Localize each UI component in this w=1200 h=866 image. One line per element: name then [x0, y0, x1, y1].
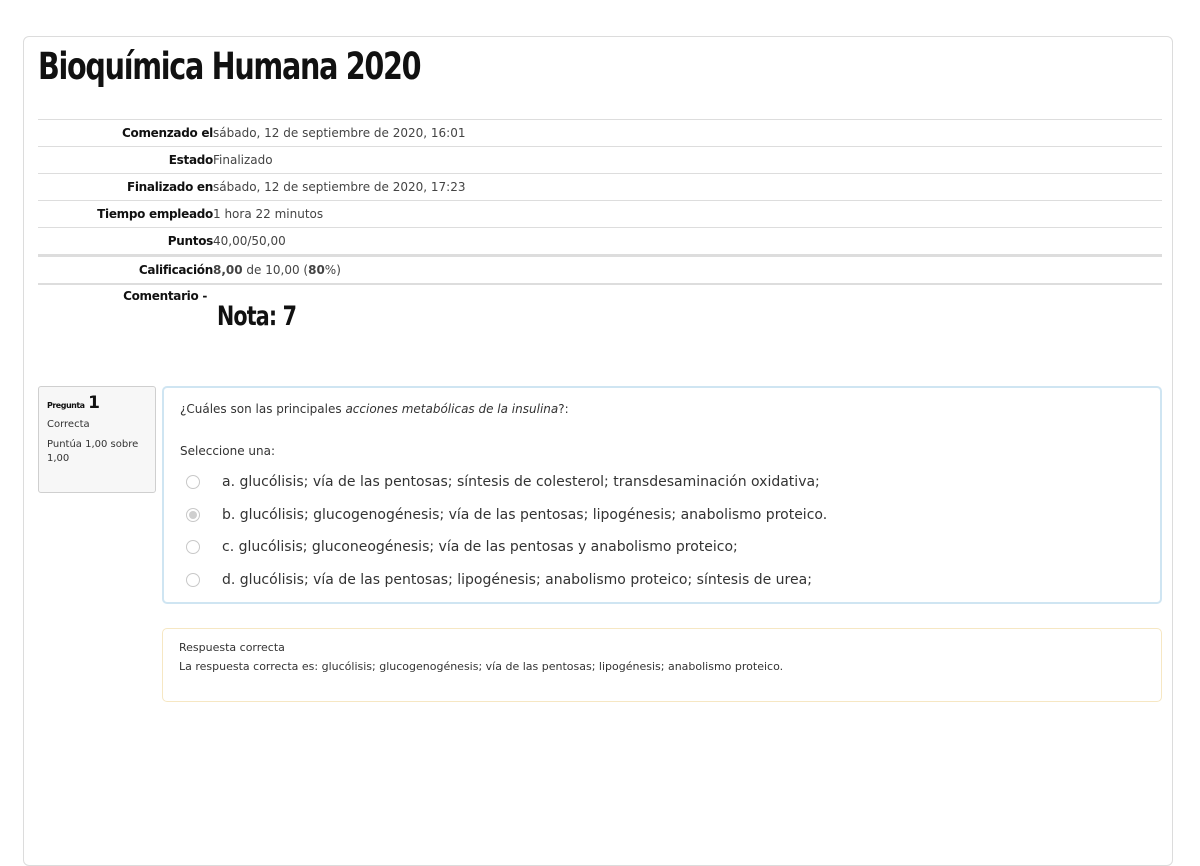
- attempt-summary-table: [38, 119, 1162, 360]
- question-info-box: [38, 386, 156, 493]
- answer-label: b. glucólisis; glucogenogénesis; vía de las pentosas; lipogénesis; anabolismo proteico.: [222, 506, 828, 523]
- question-number-label: Pregunta: [47, 401, 85, 410]
- question-number-value: 1: [88, 393, 100, 413]
- summary-value: [213, 284, 1162, 360]
- answer-list: [186, 466, 827, 596]
- question-text-emphasis: acciones metabólicas de la insulina: [345, 402, 559, 416]
- feedback-box: [162, 628, 1162, 702]
- question-text-start: ¿Cuáles son las principales: [180, 402, 346, 416]
- summary-row-finished: [38, 174, 1162, 201]
- summary-row-started: [38, 120, 1162, 147]
- summary-value: sábado, 12 de septiembre de 2020, 17:23: [213, 174, 1162, 201]
- summary-value: Finalizado: [213, 147, 1162, 174]
- grade-percent: 80: [308, 263, 325, 277]
- answer-option-a[interactable]: [186, 466, 827, 499]
- summary-label: Calificación: [38, 256, 213, 285]
- summary-row-marks: [38, 228, 1162, 256]
- question-number: [47, 393, 147, 413]
- radio-button[interactable]: [186, 508, 200, 522]
- summary-row-time-taken: [38, 201, 1162, 228]
- summary-label: Estado: [38, 147, 213, 174]
- grade-max: de 10,00 (: [242, 263, 309, 277]
- feedback-right-answer: La respuesta correcta es: glucólisis; glucogenogénesis; vía de las pentosas; lipogénesis; anabolismo proteico.: [179, 660, 784, 673]
- summary-row-state: [38, 147, 1162, 174]
- summary-label: Comentario -: [123, 289, 207, 303]
- question-grade: Puntúa 1,00 sobre 1,00: [47, 439, 139, 464]
- quiz-review-page: [23, 36, 1173, 866]
- summary-value: 40,00/50,00: [213, 228, 1162, 256]
- answer-prompt: Seleccione una:: [180, 444, 275, 458]
- radio-button[interactable]: [186, 475, 200, 489]
- grade-percent-suffix: %): [324, 263, 341, 277]
- summary-value: [213, 256, 1162, 285]
- answer-option-d[interactable]: [186, 564, 827, 597]
- answer-option-c[interactable]: [186, 531, 827, 564]
- grade-value: 8,00: [213, 263, 243, 277]
- summary-value: sábado, 12 de septiembre de 2020, 16:01: [213, 120, 1162, 147]
- summary-label: Comenzado el: [38, 120, 213, 147]
- question-content-box: [162, 386, 1162, 604]
- answer-label: c. glucólisis; gluconeogénesis; vía de las pentosas y anabolismo proteico;: [222, 539, 738, 556]
- course-title: Bioquímica Humana 2020: [38, 45, 421, 88]
- summary-value: 1 hora 22 minutos: [213, 201, 1162, 228]
- answer-label: a. glucólisis; vía de las pentosas; síntesis de colesterol; transdesaminación oxidativa;: [222, 474, 820, 491]
- teacher-comment: Nota: 7: [217, 301, 297, 332]
- radio-button[interactable]: [186, 573, 200, 587]
- answer-label: d. glucólisis; vía de las pentosas; lipogénesis; anabolismo proteico; síntesis de urea;: [222, 571, 812, 588]
- summary-label: Tiempo empleado: [38, 201, 213, 228]
- radio-button[interactable]: [186, 540, 200, 554]
- question-text-end: ?:: [558, 402, 569, 416]
- question-text: [180, 402, 569, 416]
- feedback-result: Respuesta correcta: [179, 641, 285, 654]
- answer-option-b[interactable]: [186, 499, 827, 532]
- summary-label: Puntos: [38, 228, 213, 256]
- summary-label: Finalizado en: [38, 174, 213, 201]
- question-state: Correcta: [47, 419, 90, 430]
- summary-row-comment: [38, 284, 1162, 360]
- summary-row-grade: [38, 256, 1162, 285]
